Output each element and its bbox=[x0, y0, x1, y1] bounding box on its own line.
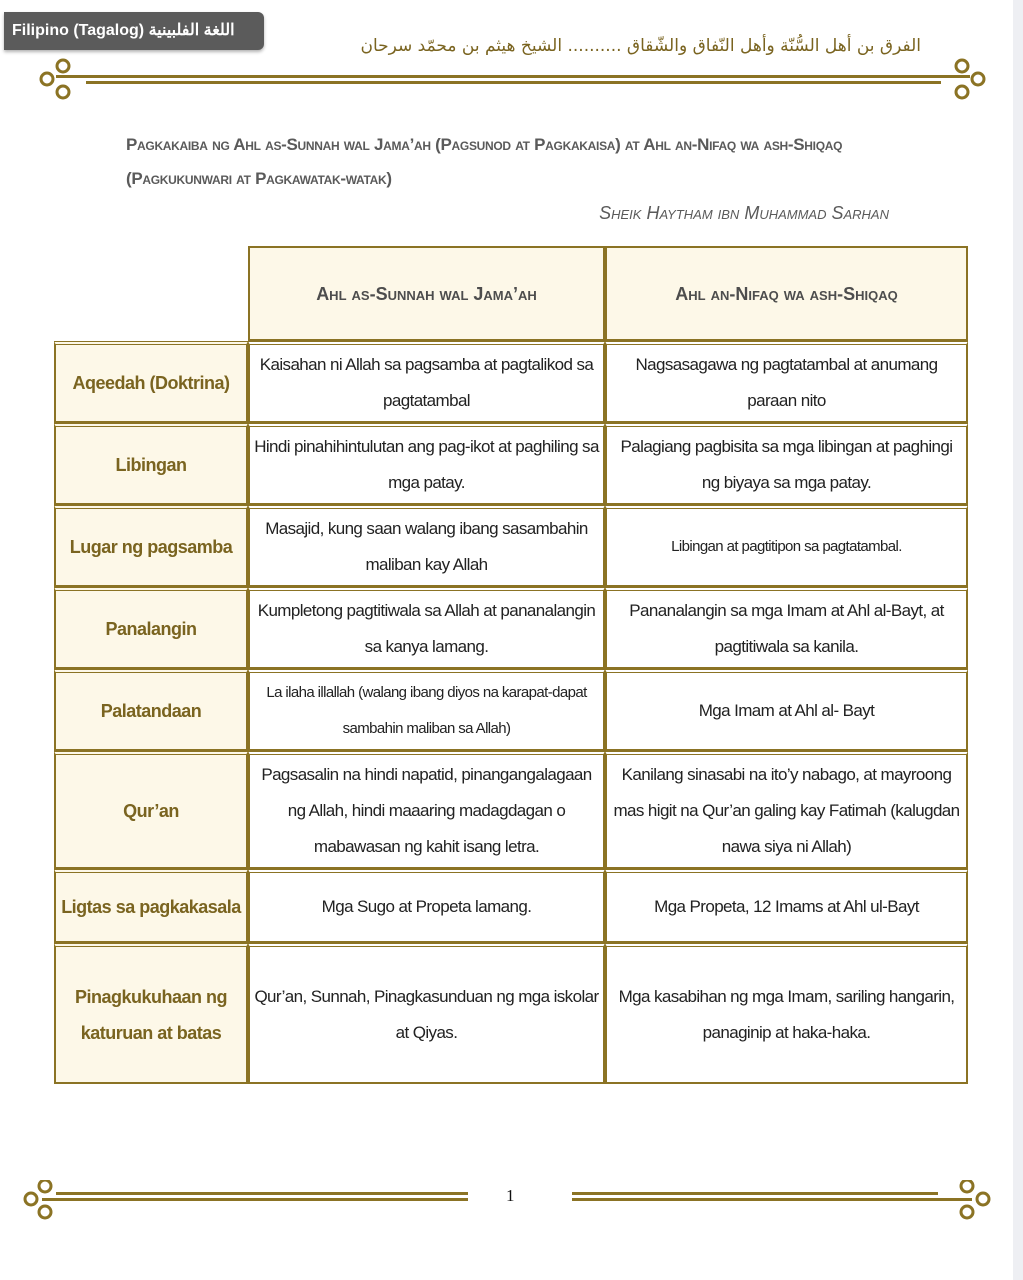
nifaq-cell: Kanilang sinasabi na ito’y nabago, at mayroong mas higit na Qur’an galing kay Fatimah (kalugdan nawa siya ni Allah) bbox=[605, 751, 968, 869]
table-header-row bbox=[54, 246, 968, 341]
nifaq-cell: Nagsasagawa ng pagtatambal at anumang paraan nito bbox=[605, 341, 968, 423]
page-number: 1 bbox=[506, 1186, 515, 1205]
nifaq-cell: Pananalangin sa mga Imam at Ahl al-Bayt, at pagtitiwala sa kanila. bbox=[605, 587, 968, 669]
table-row bbox=[54, 669, 968, 751]
document-author: Sheik Haytham ibn Muhammad Sarhan bbox=[599, 203, 889, 223]
table-row bbox=[54, 341, 968, 423]
row-label: Aqeedah (Doktrina) bbox=[54, 341, 248, 423]
sunnah-cell: Mga Sugo at Propeta lamang. bbox=[248, 869, 605, 943]
header-ornament-rule bbox=[30, 56, 995, 102]
table-row bbox=[54, 587, 968, 669]
table-row bbox=[54, 869, 968, 943]
sunnah-cell: Hindi pinahihintulutan ang pag-ikot at paghiling sa mga patay. bbox=[248, 423, 605, 505]
row-label: Palatandaan bbox=[54, 669, 248, 751]
sunnah-cell: Kumpletong pagtitiwala sa Allah at pananalangin sa kanya lamang. bbox=[248, 587, 605, 669]
column-header-nifaq: Ahl an-Nifaq wa ash-Shiqaq bbox=[605, 246, 968, 341]
row-label: Qur’an bbox=[54, 751, 248, 869]
nifaq-cell: Mga kasabihan ng mga Imam, sariling hangarin, panaginip at haka-haka. bbox=[605, 943, 968, 1084]
nifaq-cell: Mga Imam at Ahl al- Bayt bbox=[605, 669, 968, 751]
nifaq-cell: Palagiang pagbisita sa mga libingan at paghingi ng biyaya sa mga patay. bbox=[605, 423, 968, 505]
nifaq-cell: Mga Propeta, 12 Imams at Ahl ul-Bayt bbox=[605, 869, 968, 943]
row-label: Panalangin bbox=[54, 587, 248, 669]
sunnah-cell: Masajid, kung saan walang ibang sasambahin maliban kay Allah bbox=[248, 505, 605, 587]
comparison-table bbox=[54, 246, 968, 1084]
table-row bbox=[54, 751, 968, 869]
column-header-sunnah: Ahl as-Sunnah wal Jama’ah bbox=[248, 246, 605, 341]
sunnah-cell: Qur’an, Sunnah, Pinagkasunduan ng mga iskolar at Qiyas. bbox=[248, 943, 605, 1084]
sunnah-cell: Kaisahan ni Allah sa pagsamba at pagtalikod sa pagtatambal bbox=[248, 341, 605, 423]
table-row bbox=[54, 505, 968, 587]
row-label: Libingan bbox=[54, 423, 248, 505]
row-label: Ligtas sa pagkakasala bbox=[54, 869, 248, 943]
empty-corner-cell bbox=[54, 246, 248, 341]
language-tab[interactable]: Filipino (Tagalog) اللغة الفلبينية bbox=[4, 12, 264, 50]
nifaq-cell: Libingan at pagtitipon sa pagtatambal. bbox=[605, 505, 968, 587]
table-row bbox=[54, 423, 968, 505]
row-label: Lugar ng pagsamba bbox=[54, 505, 248, 587]
sunnah-cell: La ilaha illallah (walang ibang diyos na karapat-dapat sambahin maliban sa Allah) bbox=[248, 669, 605, 751]
row-label: Pinagkukuhaan ng katuruan at batas bbox=[54, 943, 248, 1084]
sunnah-cell: Pagsasalin na hindi napatid, pinangangalagaan ng Allah, hindi maaaring madagdagan o mabawasan ng kahit isang letra. bbox=[248, 751, 605, 869]
arabic-running-title: الفرق بن أهل السُّنّة وأهل النّفاق والشّقاق .......... الشيخ هيثم بن محمّد سرحان bbox=[360, 36, 921, 56]
document-title: Pagkakaiba ng Ahl as-Sunnah wal Jama’ah (Pagsunod at Pagkakaisa) at Ahl an-Nifaq wa ash-Shiqaq (Pagkukunwari at Pagkawatak-watak) bbox=[126, 135, 843, 188]
table-row bbox=[54, 943, 968, 1084]
